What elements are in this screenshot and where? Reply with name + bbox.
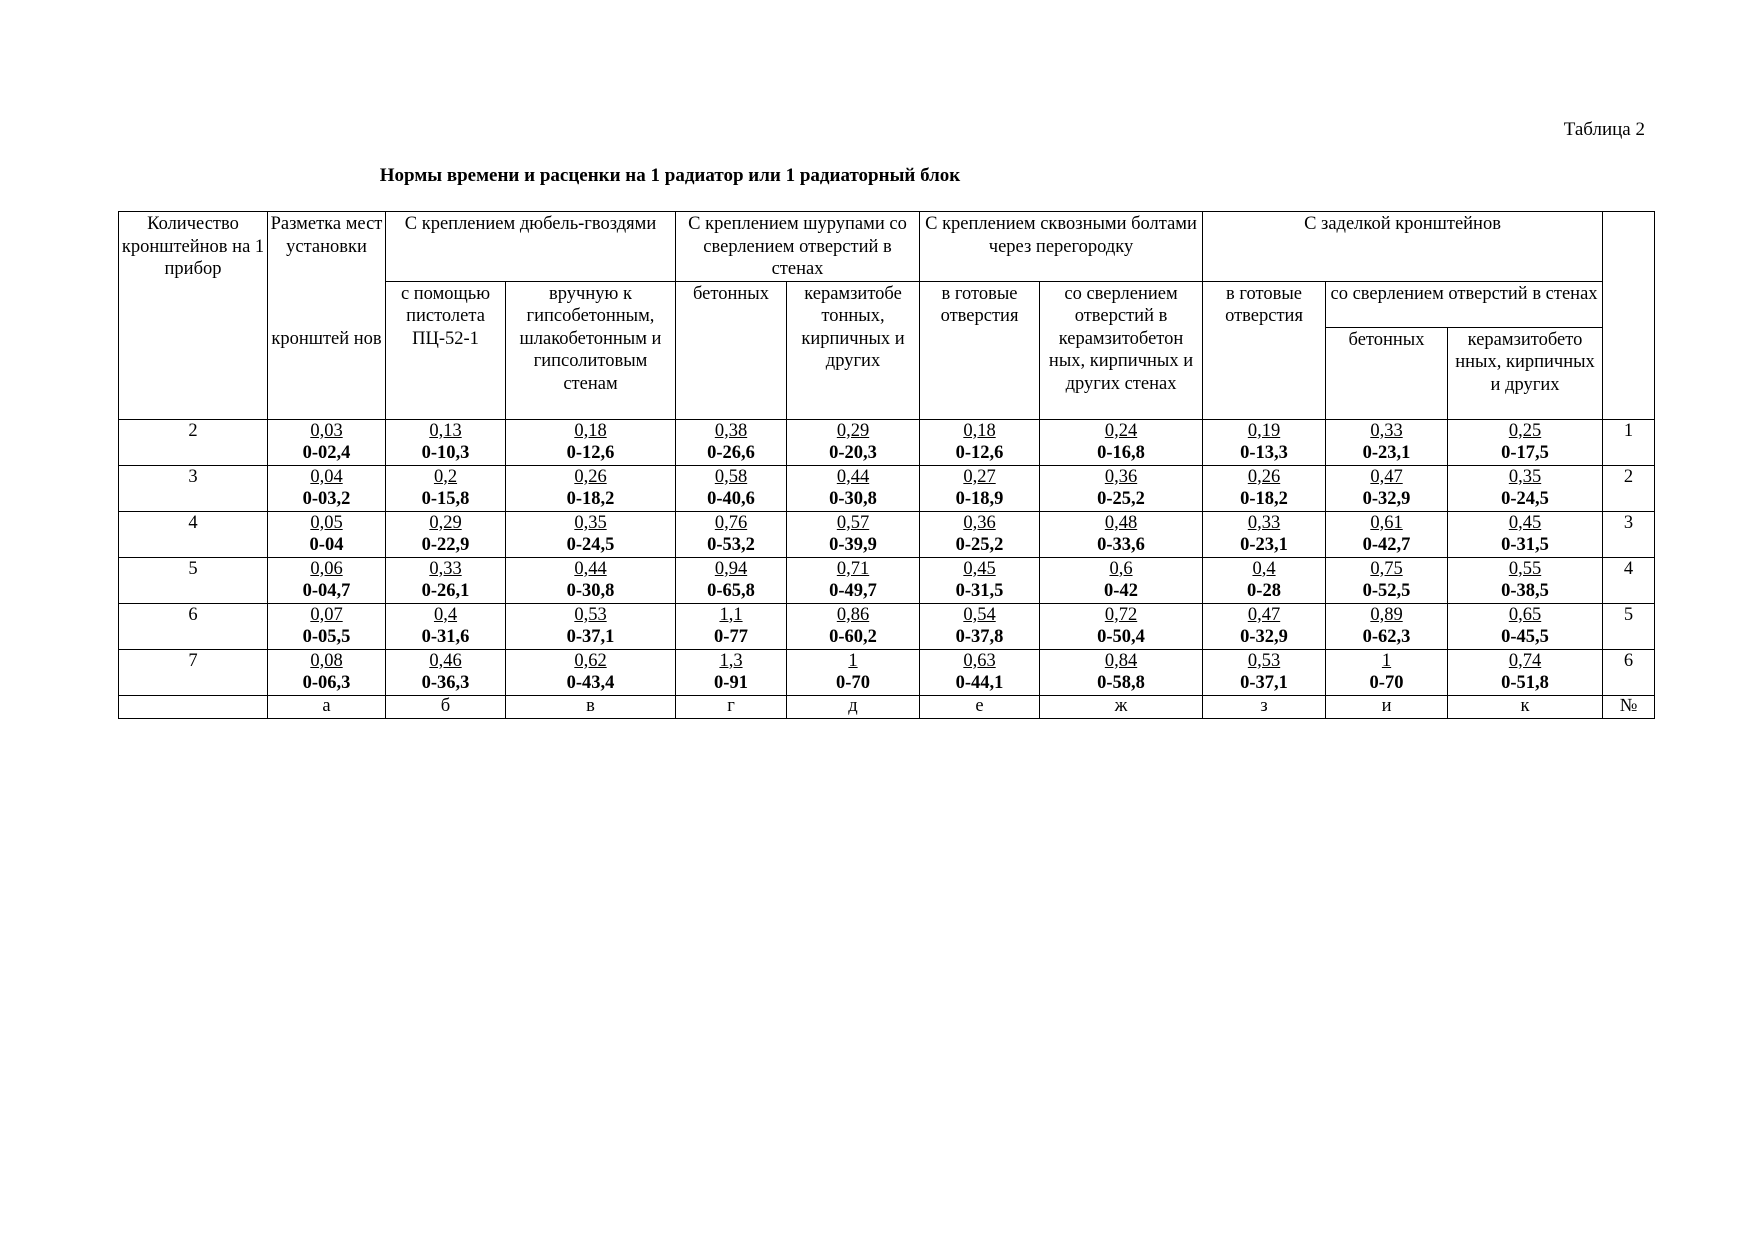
norm-cell — [268, 419, 386, 465]
header-bolts-drill — [1040, 281, 1203, 419]
price-rate: 0-04 — [309, 535, 344, 555]
norm-cell — [1203, 603, 1326, 649]
price-rate: 0-31,5 — [1501, 535, 1549, 555]
price-rate: 0-38,5 — [1501, 581, 1549, 601]
table-body — [119, 419, 1655, 695]
norm-cell — [1040, 419, 1203, 465]
norm-cell — [386, 465, 506, 511]
row-count-cell: 2 — [119, 419, 268, 465]
price-rate: 0-18,9 — [955, 489, 1004, 509]
time-norm: 0,84 — [1104, 650, 1138, 671]
time-norm: 0,08 — [310, 650, 343, 671]
price-rate: 0-31,6 — [421, 627, 470, 647]
header-marking-top: Разметка мест установки — [268, 212, 386, 328]
time-norm: 0,4 — [1252, 558, 1276, 579]
header-embed-drill: со сверлением отверстий в стенах — [1326, 281, 1603, 327]
time-norm: 0,47 — [1370, 466, 1403, 487]
time-norm: 0,13 — [429, 420, 462, 441]
price-rate: 0-40,6 — [707, 489, 755, 509]
header-dowel-hand-bottom: шлакобетонным и гипсолитовым стенам — [519, 328, 662, 394]
price-rate: 0-45,5 — [1501, 627, 1549, 647]
time-norm: 0,29 — [429, 512, 462, 533]
time-norm: 0,74 — [1508, 650, 1542, 671]
time-norm: 0,07 — [310, 604, 343, 625]
norm-cell — [506, 419, 676, 465]
price-rate: 0-70 — [1369, 673, 1404, 693]
time-norm: 0,6 — [1109, 558, 1133, 579]
norm-cell — [787, 557, 920, 603]
norm-cell — [1040, 649, 1203, 695]
price-rate: 0-12,6 — [566, 443, 615, 463]
row-number-cell: 3 — [1603, 511, 1655, 557]
price-rate: 0-17,5 — [1501, 443, 1549, 463]
row-number-cell: 4 — [1603, 557, 1655, 603]
price-rate: 0-51,8 — [1501, 673, 1549, 693]
norm-cell — [1040, 511, 1203, 557]
price-rate: 0-20,3 — [829, 443, 877, 463]
price-rate: 0-16,8 — [1097, 443, 1145, 463]
column-letter-cell: з — [1203, 695, 1326, 718]
norm-cell — [787, 419, 920, 465]
norm-cell — [1448, 465, 1603, 511]
header-dowel-pistol — [386, 281, 506, 419]
time-norm: 1,1 — [719, 604, 743, 625]
norm-cell — [1326, 603, 1448, 649]
norm-cell — [1203, 511, 1326, 557]
row-count-cell: 5 — [119, 557, 268, 603]
time-norm: 0,05 — [310, 512, 343, 533]
column-letter-cell: № — [1603, 695, 1655, 718]
norm-cell — [386, 557, 506, 603]
column-letter-cell: ж — [1040, 695, 1203, 718]
price-rate: 0-10,3 — [421, 443, 470, 463]
time-norm: 0,46 — [429, 650, 462, 671]
norm-cell — [386, 511, 506, 557]
price-rate: 0-32,9 — [1362, 489, 1411, 509]
table-row — [119, 557, 1655, 603]
norm-cell — [386, 649, 506, 695]
time-norm: 0,63 — [963, 650, 996, 671]
header-dowel: С креплением дюбель-гвоздями — [386, 212, 676, 282]
price-rate: 0-26,6 — [707, 443, 755, 463]
price-rate: 0-25,2 — [1097, 489, 1145, 509]
time-norm: 0,45 — [963, 558, 996, 579]
price-rate: 0-70 — [836, 673, 870, 693]
time-norm: 0,04 — [310, 466, 343, 487]
norm-cell — [1040, 603, 1203, 649]
norm-cell — [920, 465, 1040, 511]
time-norm: 0,33 — [429, 558, 462, 579]
norm-cell — [506, 603, 676, 649]
time-norm: 0,35 — [1508, 466, 1542, 487]
price-rate: 0-42 — [1104, 581, 1138, 601]
time-norm: 0,53 — [574, 604, 607, 625]
price-rate: 0-13,3 — [1240, 443, 1288, 463]
time-norm: 0,53 — [1247, 650, 1281, 671]
column-letter-cell: к — [1448, 695, 1603, 718]
header-screws: С креплением шурупами со сверлением отверстий в стенах — [676, 212, 920, 282]
time-norm: 0,71 — [836, 558, 870, 579]
price-rate: 0-30,8 — [829, 489, 877, 509]
table-number-label: Таблица 2 — [1563, 119, 1645, 140]
price-rate: 0-15,8 — [421, 489, 470, 509]
norm-cell — [676, 419, 787, 465]
norm-cell — [386, 603, 506, 649]
time-norm: 0,47 — [1247, 604, 1281, 625]
norm-cell — [787, 511, 920, 557]
norm-cell — [920, 419, 1040, 465]
time-norm: 0,26 — [574, 466, 607, 487]
row-count-cell: 6 — [119, 603, 268, 649]
norm-cell — [268, 511, 386, 557]
header-dowel-hand — [506, 281, 676, 419]
price-rate: 0-22,9 — [421, 535, 470, 555]
column-letter-cell: б — [386, 695, 506, 718]
time-norm: 0,36 — [1104, 466, 1138, 487]
norm-cell — [787, 649, 920, 695]
time-norm: 0,4 — [433, 604, 458, 625]
header-embed: С заделкой кронштейнов — [1203, 212, 1603, 282]
time-norm: 0,55 — [1508, 558, 1542, 579]
norm-cell — [1203, 557, 1326, 603]
table-row — [119, 465, 1655, 511]
price-rate: 0-39,9 — [829, 535, 877, 555]
norm-cell — [506, 511, 676, 557]
price-rate: 0-04,7 — [302, 581, 351, 601]
norm-cell — [1448, 511, 1603, 557]
price-rate: 0-02,4 — [302, 443, 351, 463]
price-rate: 0-28 — [1247, 581, 1281, 601]
time-norm: 0,33 — [1370, 420, 1403, 441]
time-norm: 0,89 — [1370, 604, 1403, 625]
row-count-cell: 4 — [119, 511, 268, 557]
time-norm: 0,33 — [1247, 512, 1281, 533]
norm-cell — [268, 465, 386, 511]
price-rate: 0-25,2 — [955, 535, 1004, 555]
header-screws-keram — [787, 281, 920, 419]
header-embed-keram: керамзитобето нных, кирпичных и других — [1448, 327, 1603, 419]
price-rate: 0-33,6 — [1097, 535, 1145, 555]
norm-cell — [1326, 649, 1448, 695]
price-rate: 0-42,7 — [1362, 535, 1411, 555]
time-norm: 0,54 — [963, 604, 996, 625]
header-dowel-pistol-top: с помощью — [400, 283, 491, 304]
header-count: Количество кронштейнов на 1 прибор — [119, 212, 268, 420]
time-norm: 0,18 — [574, 420, 607, 441]
time-norm: 0,75 — [1370, 558, 1403, 579]
norm-cell — [268, 557, 386, 603]
price-rate: 0-32,9 — [1240, 627, 1288, 647]
time-norm: 0,94 — [714, 558, 748, 579]
time-norm: 0,06 — [310, 558, 343, 579]
time-norm: 0,27 — [963, 466, 996, 487]
time-norm: 0,26 — [1247, 466, 1281, 487]
header-row-groups — [119, 212, 1655, 282]
time-norm: 1 — [848, 650, 858, 671]
norm-cell — [676, 557, 787, 603]
header-dowel-hand-top: вручную к гипсобетонным, — [526, 283, 655, 326]
norm-cell — [1448, 603, 1603, 649]
time-norm: 0,35 — [574, 512, 607, 533]
price-rate: 0-18,2 — [1240, 489, 1288, 509]
column-letter-cell: а — [268, 695, 386, 718]
norm-cell — [1448, 419, 1603, 465]
time-norm: 0,86 — [836, 604, 870, 625]
price-rate: 0-50,4 — [1097, 627, 1145, 647]
norm-cell — [1040, 465, 1203, 511]
price-rate: 0-37,8 — [955, 627, 1004, 647]
price-rate: 0-24,5 — [566, 535, 615, 555]
norm-cell — [386, 419, 506, 465]
price-rate: 0-24,5 — [1501, 489, 1549, 509]
norm-cell — [676, 465, 787, 511]
header-bolts-drill-bottom: керамзитобетон ных, кирпичных и других стенах — [1048, 328, 1194, 394]
header-screws-keram-top: керамзитобе тонных, — [804, 283, 902, 326]
header-embed-ready: в готовые отверстия — [1203, 281, 1326, 419]
norm-cell — [1203, 419, 1326, 465]
norm-cell — [1448, 649, 1603, 695]
norm-cell — [268, 603, 386, 649]
column-letter-cell — [119, 695, 268, 718]
norm-cell — [1326, 465, 1448, 511]
time-norm: 0,58 — [714, 466, 748, 487]
norm-cell — [506, 557, 676, 603]
header-marking-bottom: кронштей нов — [268, 327, 386, 419]
header-empty — [1603, 212, 1655, 420]
price-rate: 0-91 — [714, 673, 748, 693]
price-rate: 0-18,2 — [566, 489, 615, 509]
norm-cell — [1326, 557, 1448, 603]
table-row — [119, 603, 1655, 649]
price-rate: 0-03,2 — [302, 489, 351, 509]
time-norm: 0,03 — [310, 420, 343, 441]
norm-cell — [506, 649, 676, 695]
norm-cell — [787, 603, 920, 649]
time-norm: 0,24 — [1104, 420, 1138, 441]
price-rate: 0-06,3 — [302, 673, 351, 693]
table-row — [119, 649, 1655, 695]
time-norm: 0,61 — [1370, 512, 1403, 533]
price-rate: 0-58,8 — [1097, 673, 1145, 693]
time-norm: 0,19 — [1247, 420, 1281, 441]
row-number-cell: 6 — [1603, 649, 1655, 695]
norm-cell — [920, 511, 1040, 557]
header-bolts-ready: в готовые отверстия — [920, 281, 1040, 419]
norm-cell — [268, 649, 386, 695]
time-norm: 0,65 — [1508, 604, 1542, 625]
price-rate: 0-43,4 — [566, 673, 615, 693]
column-letter-cell: и — [1326, 695, 1448, 718]
price-rate: 0-77 — [714, 627, 748, 647]
header-bolts-drill-top: со сверлением отверстий в — [1064, 283, 1178, 326]
norm-cell — [1326, 511, 1448, 557]
norm-cell — [920, 649, 1040, 695]
header-screws-concrete: бетонных — [676, 281, 787, 419]
price-rate: 0-12,6 — [955, 443, 1004, 463]
price-rate: 0-31,5 — [955, 581, 1004, 601]
price-rate: 0-05,5 — [302, 627, 351, 647]
price-rate: 0-30,8 — [566, 581, 615, 601]
norm-cell — [1040, 557, 1203, 603]
norm-cell — [787, 465, 920, 511]
time-norm: 0,36 — [963, 512, 996, 533]
price-rate: 0-49,7 — [829, 581, 877, 601]
column-letter-cell: д — [787, 695, 920, 718]
row-number-cell: 1 — [1603, 419, 1655, 465]
row-count-cell: 3 — [119, 465, 268, 511]
time-norm: 1 — [1381, 650, 1392, 671]
header-screws-keram-bottom: кирпичных и других — [801, 328, 905, 371]
time-norm: 0,57 — [836, 512, 870, 533]
time-norm: 0,44 — [574, 558, 607, 579]
norm-cell — [676, 603, 787, 649]
price-rate: 0-26,1 — [421, 581, 470, 601]
norm-cell — [676, 511, 787, 557]
column-letters-row — [119, 695, 1655, 718]
norm-cell — [920, 603, 1040, 649]
norm-cell — [676, 649, 787, 695]
header-dowel-pistol-bottom: пистолета ПЦ-52-1 — [406, 306, 485, 349]
time-norm: 0,45 — [1508, 512, 1542, 533]
time-norm: 0,18 — [963, 420, 996, 441]
price-rate: 0-37,1 — [1240, 673, 1288, 693]
column-letter-cell: в — [506, 695, 676, 718]
norm-cell — [1203, 465, 1326, 511]
time-norm: 0,38 — [714, 420, 748, 441]
row-number-cell: 2 — [1603, 465, 1655, 511]
row-count-cell: 7 — [119, 649, 268, 695]
header-bolts: С креплением сквозными болтами через перегородку — [920, 212, 1203, 282]
norm-cell — [1448, 557, 1603, 603]
price-rate: 0-60,2 — [829, 627, 877, 647]
price-rate: 0-23,1 — [1240, 535, 1288, 555]
table-row — [119, 511, 1655, 557]
price-rate: 0-37,1 — [566, 627, 615, 647]
norm-cell — [920, 557, 1040, 603]
time-norm: 0,48 — [1104, 512, 1138, 533]
table-row — [119, 419, 1655, 465]
row-number-cell: 5 — [1603, 603, 1655, 649]
time-norm: 1,3 — [719, 650, 743, 671]
time-norm: 0,76 — [714, 512, 748, 533]
price-rate: 0-53,2 — [707, 535, 755, 555]
time-norm: 0,25 — [1508, 420, 1542, 441]
norms-table — [118, 211, 1655, 719]
time-norm: 0,29 — [836, 420, 870, 441]
document-title: Нормы времени и расценки на 1 радиатор или 1 радиаторный блок — [379, 165, 961, 186]
column-letter-cell: е — [920, 695, 1040, 718]
time-norm: 0,2 — [433, 466, 458, 487]
norm-cell — [506, 465, 676, 511]
column-letter-cell: г — [676, 695, 787, 718]
norm-cell — [1203, 649, 1326, 695]
price-rate: 0-23,1 — [1362, 443, 1411, 463]
time-norm: 0,44 — [836, 466, 870, 487]
price-rate: 0-65,8 — [707, 581, 755, 601]
time-norm: 0,62 — [574, 650, 607, 671]
price-rate: 0-52,5 — [1362, 581, 1411, 601]
header-embed-concrete: бетонных — [1326, 327, 1448, 419]
time-norm: 0,72 — [1104, 604, 1138, 625]
price-rate: 0-36,3 — [421, 673, 470, 693]
price-rate: 0-62,3 — [1362, 627, 1411, 647]
norm-cell — [1326, 419, 1448, 465]
price-rate: 0-44,1 — [955, 673, 1004, 693]
